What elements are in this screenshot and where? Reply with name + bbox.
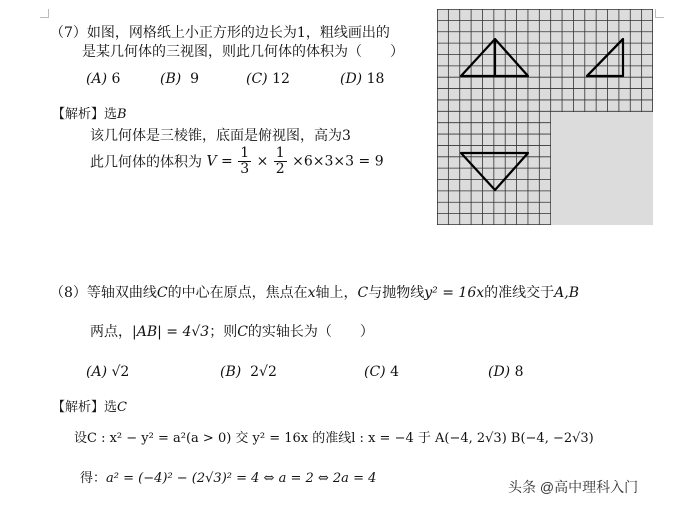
watermark: 头条 @高中理科入门 [508,479,639,495]
q7-option-b: (B) 9 [160,71,200,87]
corner-mark-right [655,9,664,18]
corner-mark-left [40,9,49,18]
q8-line2: 两点，|AB| = 4√3；则C的实轴长为（ ） [90,324,374,340]
q8-answer: 【解析】选C [52,400,127,415]
three-view-figure [437,9,653,225]
q8-option-a: (A) √2 [86,364,130,380]
q7-fraction-1: $\frac{1}{3}$ [240,145,250,177]
q8-line1: （8）等轴双曲线C的中心在原点，焦点在x轴上，C与抛物线y² = 16x的准线交于A,B [50,285,579,301]
q8-option-c: (C) 4 [364,364,400,380]
q7-line1: （7）如图，网格纸上小正方形的边长为1，粗线画出的 [50,25,390,41]
q7-explain1: 该几何体是三棱锥，底面是俯视图，高为3 [90,128,351,144]
q8-solution-2: 得：a² = (−4)² − (2√3)² = 4 ⇔ a = 2 ⇔ 2a = 4 [80,471,377,486]
q7-answer: 【解析】选B [52,107,127,122]
q7-option-d: (D) 18 [340,71,385,87]
q7-option-a: (A) 6 [86,71,121,87]
q7-option-c: (C) 12 [246,71,290,87]
q8-option-b: (B) 2√2 [220,364,277,380]
three-view-svg [437,9,653,225]
q7-explain2: 此几何体的体积为 V = $\frac{1}{3}$ × $\frac{1}{2}$ ×6×3×3 = 9 [90,145,384,177]
q7-line2: 是某几何体的三视图，则此几何体的体积为（ ） [82,44,404,60]
q8-option-d: (D) 8 [488,364,524,380]
blank-region [551,112,653,225]
side-view-edge [587,39,623,76]
q8-solution-1: 设C : x² − y² = a²(a > 0) 交 y² = 16x 的准线l : x = −4 于 A(−4, 2√3) B(−4, −2√3) [74,431,594,446]
q7-fraction-2: $\frac{1}{2}$ [275,145,285,177]
